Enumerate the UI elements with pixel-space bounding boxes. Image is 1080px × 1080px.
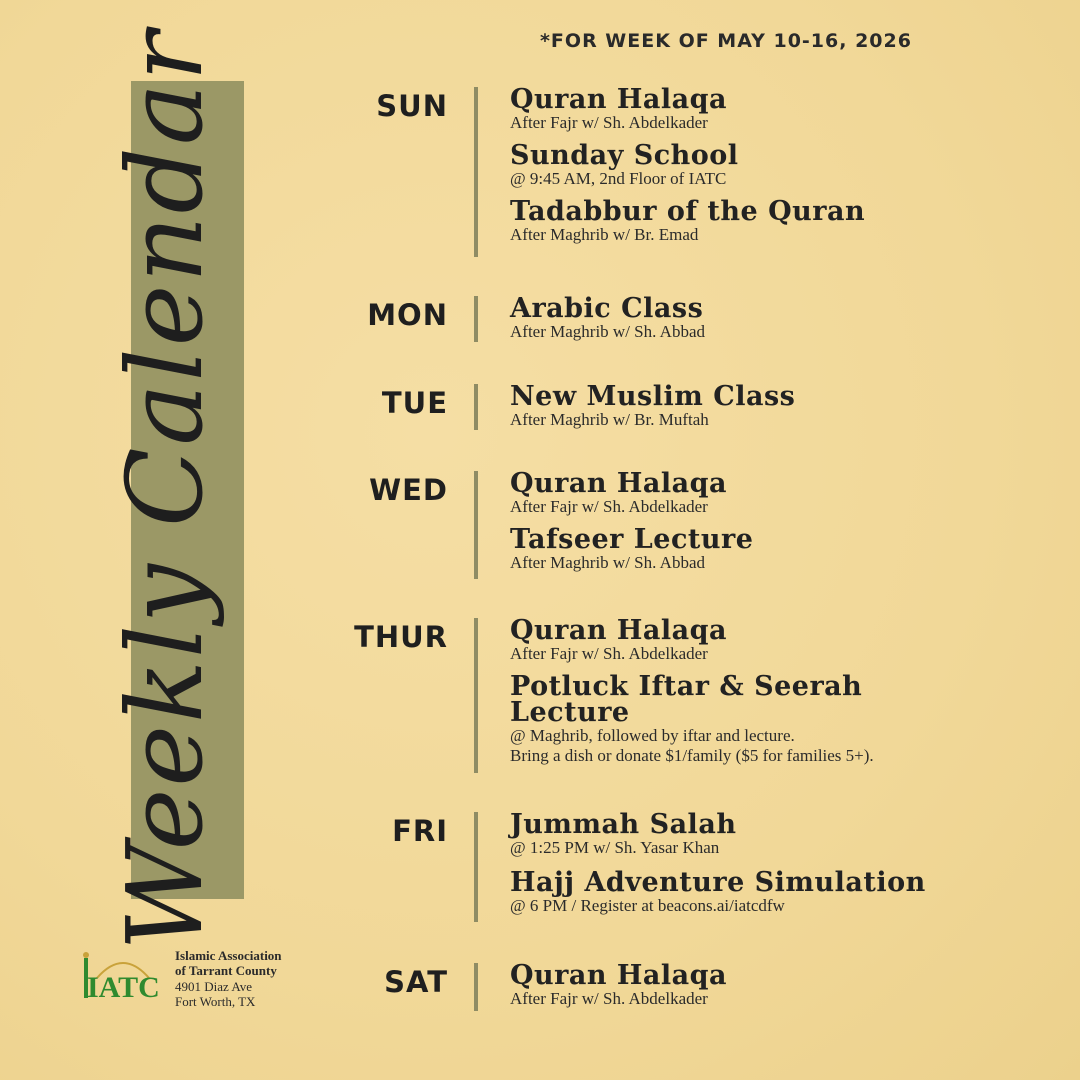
event-title: Potluck Iftar & Seerah Lecture — [510, 671, 863, 728]
event-list — [510, 960, 1070, 1019]
event-title: Quran Halaqa — [510, 468, 728, 499]
day-divider — [474, 618, 478, 773]
event-detail: @ 6 PM / Register at beacons.ai/iatcdfw — [510, 896, 785, 915]
event-detail: Bring a dish or donate $1/family ($5 for families 5+). — [510, 746, 874, 765]
footer — [75, 948, 335, 1008]
event-list — [510, 468, 1070, 583]
event-detail: After Fajr w/ Sh. Abdelkader — [510, 989, 708, 1008]
event-item — [510, 524, 1070, 573]
day-label: SUN — [376, 89, 448, 123]
day-label: WED — [369, 473, 448, 507]
org-name-line2: of Tarrant County — [175, 963, 277, 978]
event-title: New Muslim Class — [510, 381, 796, 412]
day-label: SAT — [384, 965, 448, 999]
event-title: Sunday School — [510, 140, 739, 171]
event-item — [510, 809, 1070, 858]
event-detail: After Maghrib w/ Br. Emad — [510, 225, 699, 244]
day-label: FRI — [392, 814, 448, 848]
day-divider — [474, 87, 478, 257]
event-list — [510, 84, 1070, 255]
address-line2: Fort Worth, TX — [175, 994, 256, 1009]
event-item — [510, 84, 1070, 133]
event-title: Quran Halaqa — [510, 960, 728, 991]
org-name-line1: Islamic Association — [175, 948, 282, 963]
day-label: THUR — [354, 620, 448, 654]
day-label: TUE — [381, 386, 448, 420]
event-detail: @ 1:25 PM w/ Sh. Yasar Khan — [510, 838, 720, 857]
event-item — [510, 293, 1070, 342]
day-divider — [474, 963, 478, 1011]
event-item — [510, 468, 1070, 517]
event-item — [510, 615, 1070, 664]
event-title: Hajj Adventure Simulation — [510, 867, 926, 898]
calendar-title: Weekly Calendar — [104, 29, 226, 951]
week-note: *FOR WEEK OF MAY 10-16, 2026 — [540, 30, 912, 52]
event-detail: After Fajr w/ Sh. Abdelkader — [510, 497, 708, 516]
day-label: MON — [367, 298, 448, 332]
event-item — [510, 867, 1070, 916]
event-title: Quran Halaqa — [510, 84, 728, 115]
event-list — [510, 293, 1070, 352]
event-title: Arabic Class — [510, 293, 704, 324]
event-item — [510, 671, 1070, 766]
logo-text: IATC — [87, 971, 160, 1004]
day-divider — [474, 812, 478, 922]
event-detail: @ 9:45 AM, 2nd Floor of IATC — [510, 169, 727, 188]
event-list — [510, 381, 1070, 440]
org-address — [175, 979, 255, 1009]
event-detail: After Maghrib w/ Sh. Abbad — [510, 553, 706, 572]
event-title: Tadabbur of the Quran — [510, 196, 866, 227]
event-item — [510, 196, 1070, 245]
event-title: Jummah Salah — [510, 809, 737, 840]
event-item — [510, 381, 1070, 430]
event-list — [510, 615, 1070, 776]
event-title: Tafseer Lecture — [510, 524, 754, 555]
event-item — [510, 140, 1070, 189]
event-detail: After Maghrib w/ Br. Muftah — [510, 410, 709, 429]
event-list — [510, 809, 1070, 928]
day-divider — [474, 471, 478, 579]
event-detail: @ Maghrib, followed by iftar and lecture. — [510, 726, 795, 745]
iatc-logo — [75, 948, 163, 1008]
event-detail: After Fajr w/ Sh. Abdelkader — [510, 113, 708, 132]
event-detail: After Fajr w/ Sh. Abdelkader — [510, 644, 708, 663]
address-line1: 4901 Diaz Ave — [175, 979, 253, 994]
org-name — [175, 948, 282, 978]
day-divider — [474, 384, 478, 430]
event-title: Quran Halaqa — [510, 615, 728, 646]
day-divider — [474, 296, 478, 342]
event-item — [510, 960, 1070, 1009]
event-detail: After Maghrib w/ Sh. Abbad — [510, 322, 706, 341]
